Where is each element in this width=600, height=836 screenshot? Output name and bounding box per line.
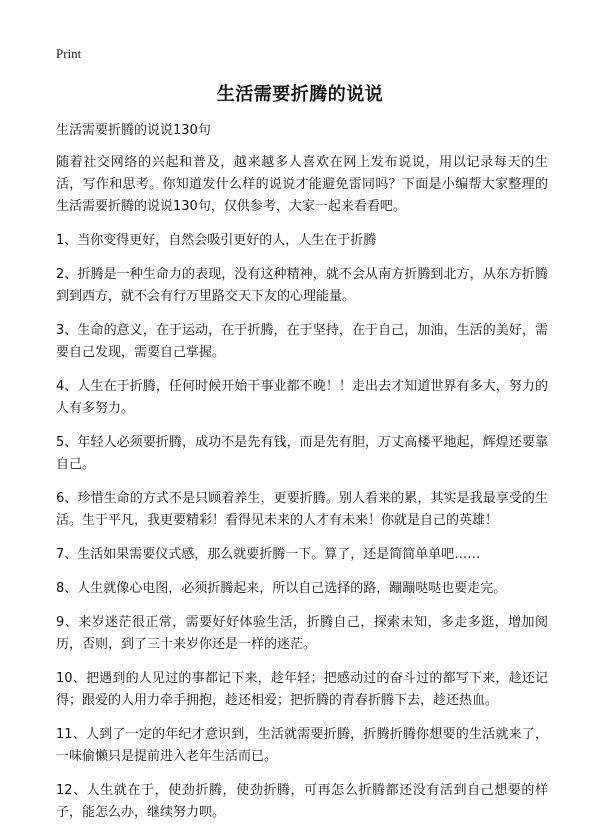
- list-item: 8、人生就像心电图，必须折腾起来，所以自己选择的路，蹦蹦哒哒也要走完。: [56, 581, 507, 596]
- list-item: 1、当你变得更好，自然会吸引更好的人，人生在于折腾: [56, 233, 377, 248]
- page-title: 生活需要折腾的说说: [216, 84, 384, 105]
- list-item: 9、来岁迷茫很正常，需要好好体验生活，折腾自己，探索未知，多走多逛，增加阅历，否则，到了三十来岁你还是一样的迷茫。: [56, 615, 548, 652]
- list-item: 10、把遇到的人见过的事都记下来，趁年轻；把感动过的奋斗过的都写下来，趁还记得；跟爱的人用力牵手拥抱，趁还相爱；把折腾的青春折腾下去，趁还热血。: [56, 671, 548, 708]
- list-item: 3、生命的意义，在于运动，在于折腾，在于坚持，在于自己，加油，生活的美好，需要自己发现，需要自己掌握。: [56, 323, 548, 360]
- list-item: 11、人到了一定的年纪才意识到，生活就需要折腾，折腾折腾你想要的生活就来了，一味偷懒只是提前进入老年生活而已。: [56, 727, 548, 764]
- article-subtitle: 生活需要折腾的说说130句: [56, 123, 211, 138]
- list-item: 6、珍惜生命的方式不是只顾着养生，更要折腾。别人看来的累，其实是我最享受的生活。生于平凡，我更要精彩！看得见未来的人才有未来！你就是自己的英雄！: [56, 491, 548, 528]
- intro-paragraph: 随着社交网络的兴起和普及，越来越多人喜欢在网上发布说说，用以记录每天的生活，写作和思考。你知道发什么样的说说才能避免雷同吗？下面是小编帮大家整理的生活需要折腾的说说130句，仅供参考，大家一起来看看吧。: [56, 155, 548, 214]
- list-item: 5、年轻人必须要折腾，成功不是先有钱，而是先有胆，万丈高楼平地起，辉煌还要靠自己。: [56, 435, 548, 472]
- list-item: 12、人生就在于，使劲折腾，使劲折腾，可再怎么折腾都还没有活到自己想要的样子，能怎么办，继续努力呗。: [56, 783, 548, 820]
- list-item: 7、生活如果需要仪式感，那么就要折腾一下。算了，还是简简单单吧……: [56, 547, 481, 562]
- print-link[interactable]: Print: [56, 46, 82, 61]
- list-item: 2、折腾是一种生命力的表现，没有这种精神，就不会从南方折腾到北方，从东方折腾到到西方，就不会有行万里路交天下友的心理能量。: [56, 267, 548, 304]
- list-item: 4、人生在于折腾，任何时候开始干事业都不晚！！走出去才知道世界有多大，努力的人有多努力。: [56, 379, 548, 416]
- article-body: [56, 120, 548, 836]
